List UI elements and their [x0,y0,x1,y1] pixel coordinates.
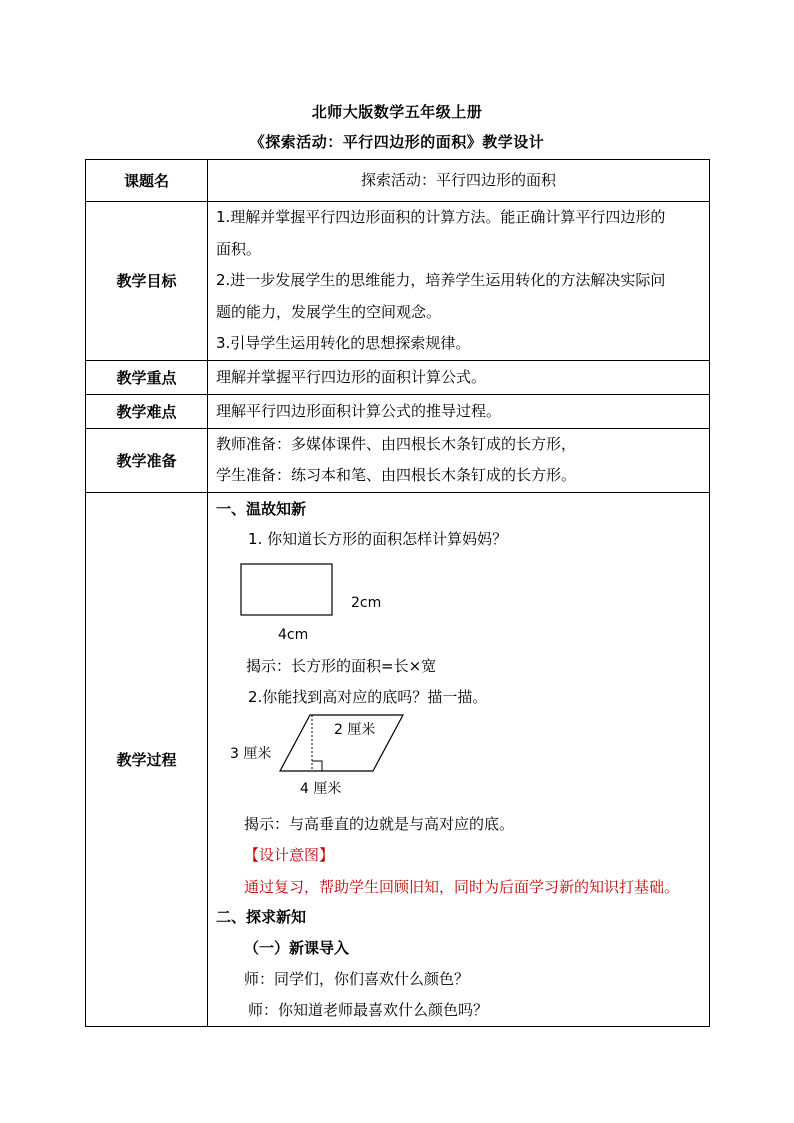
right-angle-mark [312,761,322,771]
label-goals: 教学目标 [86,202,208,361]
rectangle-figure [238,561,438,649]
row-process [86,492,710,1026]
design-intent-text: 通过复习，帮助学生回顾旧知，同时为后面学习新的知识打基础。 [244,877,680,896]
value-process [208,492,710,1026]
dialogue-line: 师：同学们，你们喜欢什么颜色？ [244,969,470,988]
row-prep [86,428,710,492]
goal-line: 面积。 [216,239,262,258]
row-goals [86,202,710,361]
reveal-1: 揭示：长方形的面积=长×宽 [246,656,437,675]
design-intent-tag: 【设计意图】 [244,845,335,864]
prep-teacher: 教师准备：多媒体课件、由四根长木条钉成的长方形， [216,434,577,453]
row-difficulty [86,394,710,428]
parallelogram-top-label: 2 厘米 [334,721,376,738]
section-review-heading: 一、温故知新 [216,499,307,518]
value-key: 理解并掌握平行四边形的面积计算公式。 [208,360,710,394]
row-key [86,360,710,394]
label-topic: 课题名 [86,160,208,202]
reveal-2: 揭示：与高垂直的边就是与高对应的底。 [244,814,515,833]
label-process: 教学过程 [86,492,208,1026]
dialogue-line: 师：你知道老师最喜欢什么颜色吗？ [248,1000,489,1019]
parallelogram-bottom-label: 4 厘米 [300,780,342,797]
value-topic: 探索活动：平行四边形的面积 [208,160,710,202]
goal-line: 题的能力，发展学生的空间观念。 [216,302,442,321]
rectangle-shape [241,564,332,615]
rectangle-width-label: 2cm [351,594,382,611]
prep-student: 学生准备：练习本和笔、由四根长木条钉成的长方形。 [216,466,577,484]
label-key: 教学重点 [86,360,208,394]
document-subtitle: 《探索活动：平行四边形的面积》教学设计 [249,133,545,151]
question-1: 1. 你知道长方形的面积怎样计算妈妈？ [248,529,508,548]
parallelogram-left-label: 3 厘米 [230,745,272,762]
value-goals [208,202,710,361]
question-2: 2.你能找到高对应的底吗？描一描。 [248,687,488,706]
value-difficulty: 理解平行四边形面积计算公式的推导过程。 [208,394,710,428]
goal-line: 1.理解并掌握平行四边形面积的计算方法。能正确计算平行四边形的 [216,208,666,226]
document-title: 北师大版数学五年级上册 [311,103,483,121]
goal-line: 2.进一步发展学生的思维能力，培养学生运用转化的方法解决实际问 [216,271,666,289]
label-prep: 教学准备 [86,428,208,492]
value-prep [208,428,710,492]
label-difficulty: 教学难点 [86,394,208,428]
row-topic [86,160,710,202]
goal-line: 3.引导学生运用转化的思想探索规律。 [216,334,471,352]
parallelogram-figure [226,709,416,797]
subsection-intro-heading: （一）新课导入 [244,938,350,957]
lesson-plan-table [85,159,710,1027]
section-explore-heading: 二、探求新知 [216,907,307,926]
rectangle-length-label: 4cm [278,626,309,643]
